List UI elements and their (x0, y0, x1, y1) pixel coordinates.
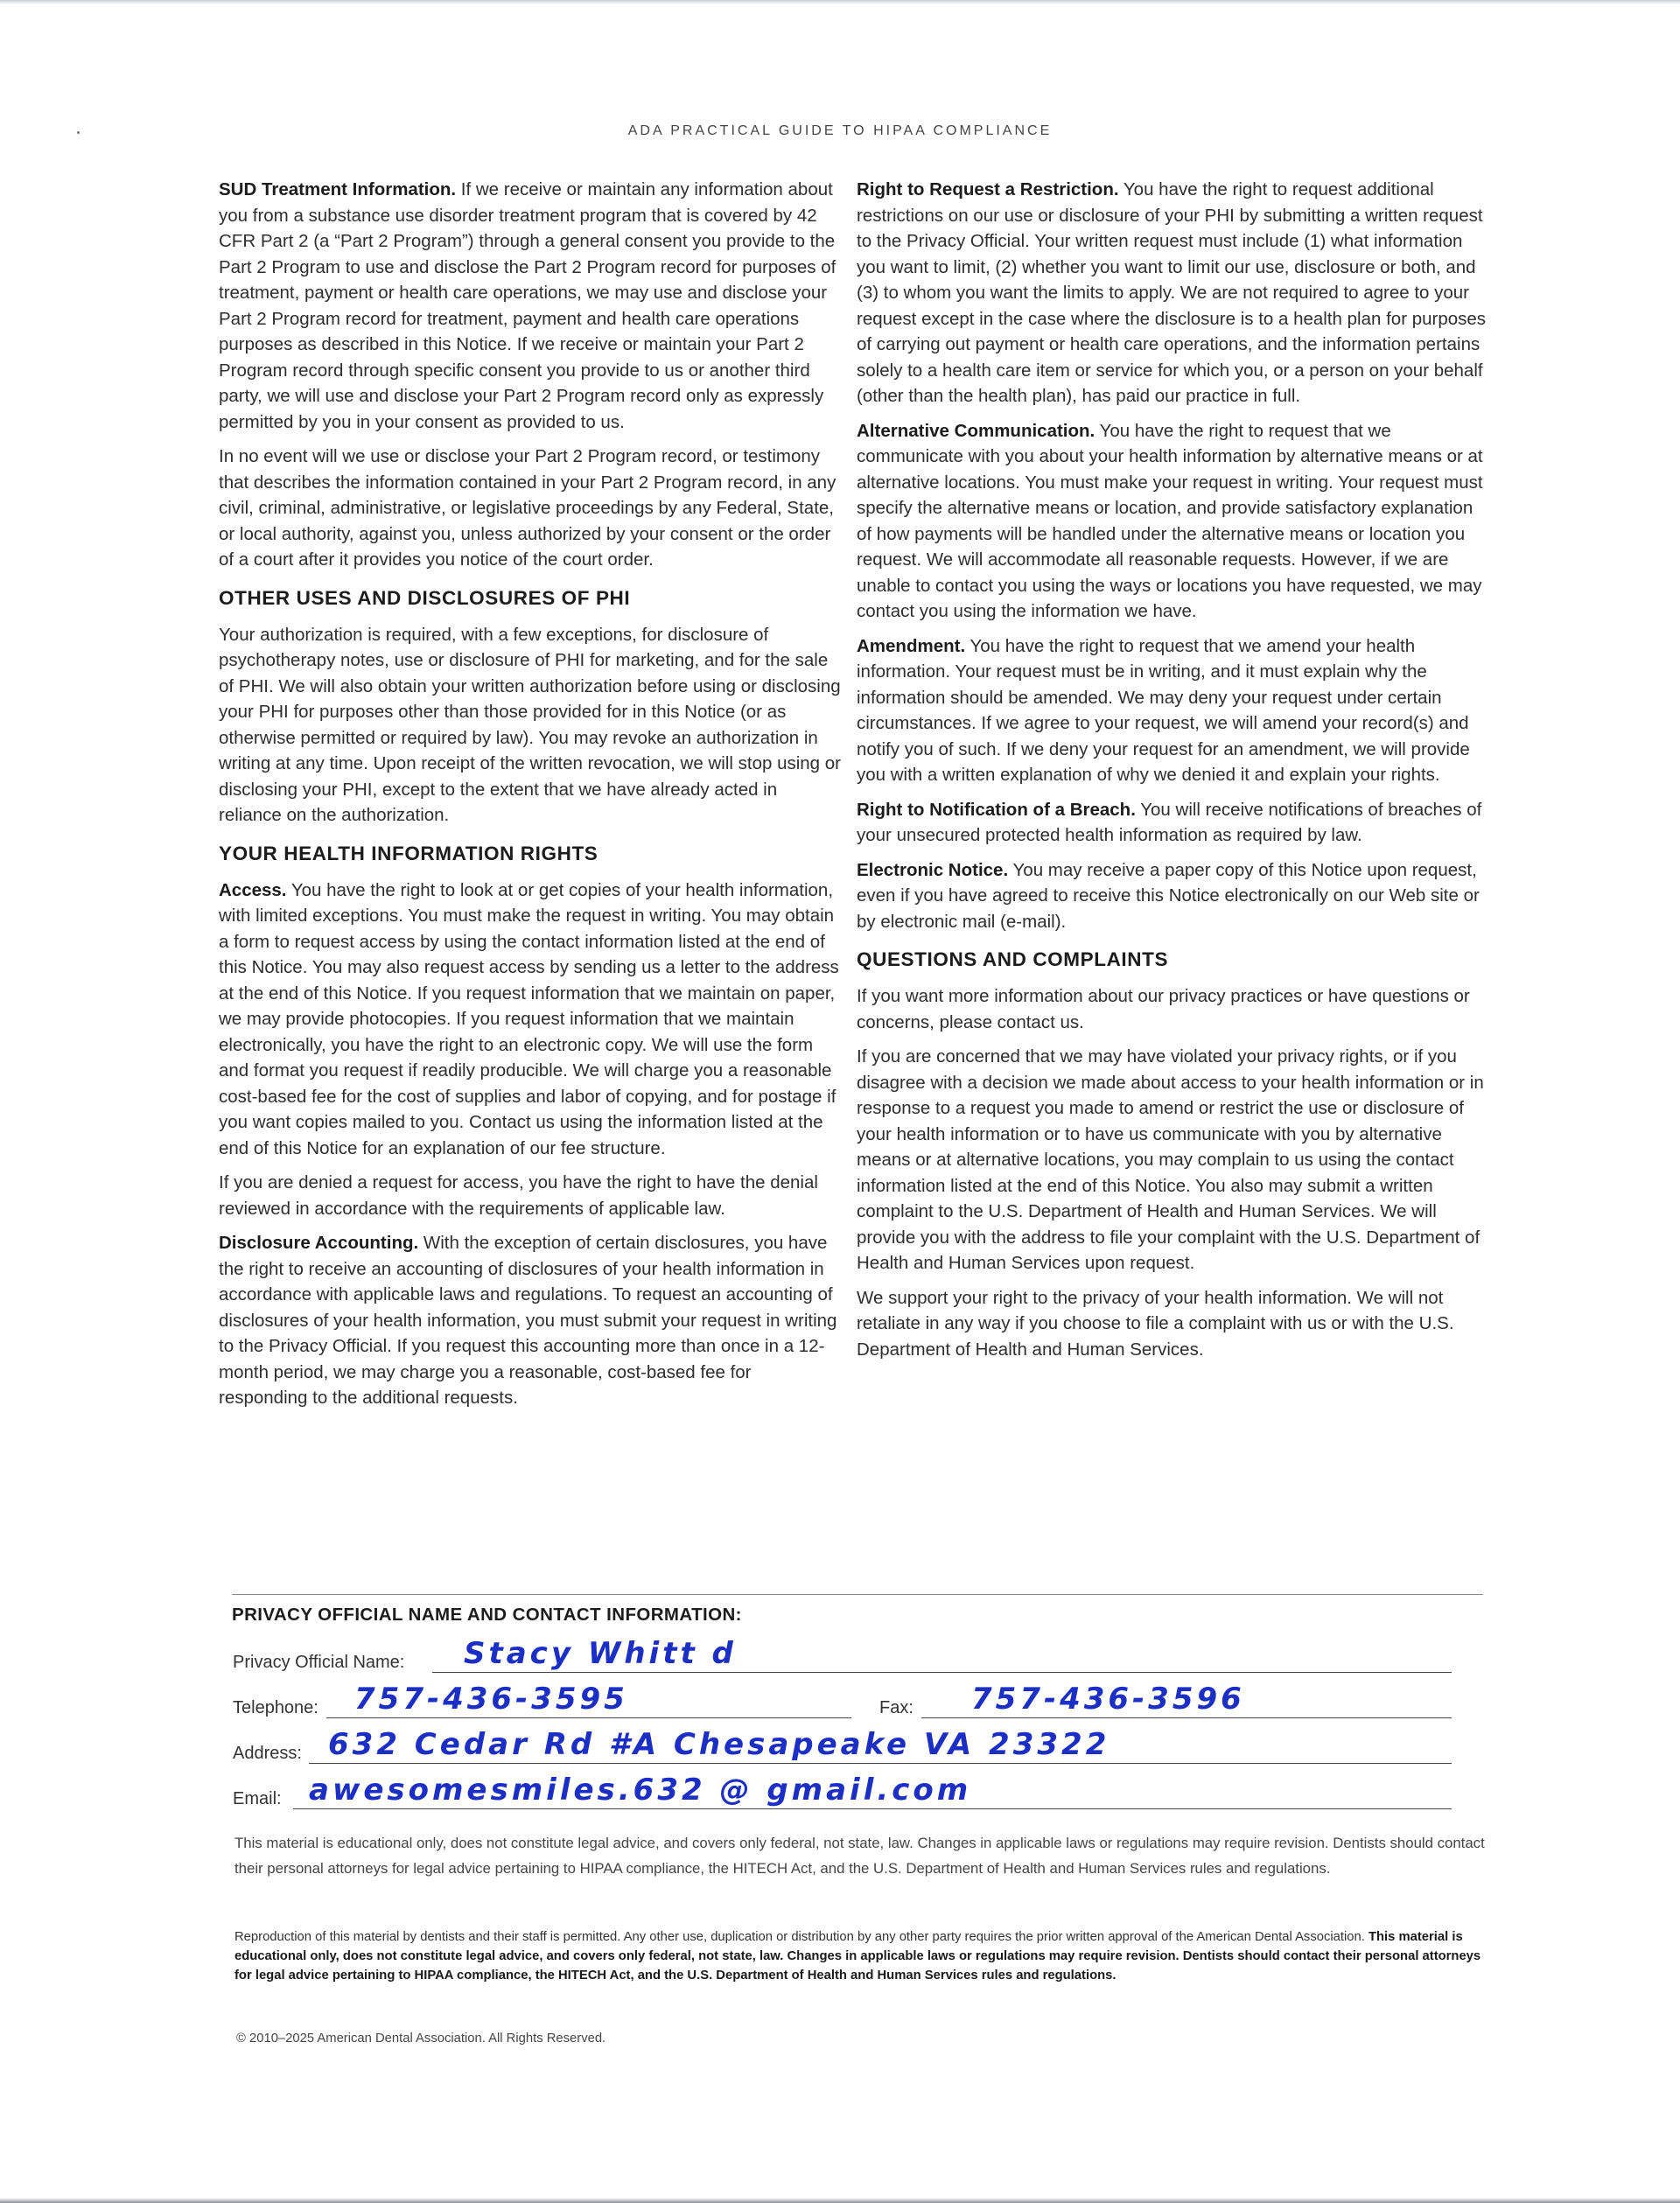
email-line (293, 1808, 1452, 1809)
altcomm-body: You have the right to request that we communicate with you about your health information by alternative means or at alternative locations. You must make your request in writing. Your request must specify the alternative means or location, and provide satisfactory explanation of how payments will be handled under the alternative means or location you request. We will accommodate all reasonable requests. However, if we are unable to contact you using the ways or locations you have requested, we may contact you using the information we have. (857, 420, 1483, 621)
email-label: Email: (233, 1789, 282, 1808)
breach-heading: Right to Notification of a Breach. (857, 799, 1136, 820)
electronic-paragraph (857, 857, 1487, 935)
address-field-row (232, 1727, 1474, 1769)
access-body: You have the right to look at or get copies of your health information, with limited exceptions. You must make the request in writing. You may obtain a form to request access by using the contact information listed at the end of this Notice. You may also request access by sending us a letter to the address at the end of this Notice. If you request information that we maintain on paper, we may provide photocopies. If you request information that we maintain electronically, you have the right to an electronic copy. We will use the form and format you request if readily producible. We will charge you a reasonable cost-based fee for the cost of supplies and labor of copying, and for postage if you want copies mailed to you. Contact us using the information listed at the end of this Notice for an explanation of our fee structure. (219, 879, 839, 1158)
name-line (432, 1672, 1452, 1673)
telephone-line (326, 1717, 851, 1718)
sud-heading: SUD Treatment Information. (219, 179, 457, 199)
amendment-paragraph (857, 633, 1487, 788)
scan-top-edge (0, 0, 1680, 4)
contact-form (232, 1594, 1483, 1808)
address-value[interactable]: 632 Cedar Rd #A Chesapeake VA 23322 (328, 1727, 1110, 1762)
right-column (857, 177, 1487, 1371)
copyright-line: © 2010–2025 American Dental Association. All Rights Reserved. (236, 2032, 606, 2046)
telephone-value[interactable]: 757-436-3595 (354, 1682, 628, 1717)
questions-paragraph-2: If you are concerned that we may have violated your privacy rights, or if you disagree with a decision we made about access to your health information or in response to a request you made to amend or restrict the use or disclosure of your health information or to have us communicate with you by alternative means or at alternative locations, you may complain to us using the contact information listed at the end of this Notice. You also may submit a written complaint to the U.S. Department of Health and Human Services. We will provide you with the address to file your complaint with the U.S. Department of Health and Human Services upon request. (857, 1046, 1484, 1273)
address-line (309, 1763, 1452, 1764)
questions-paragraph-1: If you want more information about our privacy practices or have questions or concerns, please contact us. (857, 986, 1470, 1032)
other-uses-body: Your authorization is required, with a few exceptions, for disclosure of psychotherapy notes, use or disclosure of PHI for marketing, and for the sale of PHI. We will also obtain your written authorization before using or disclosing your PHI for purposes other than those provided for in this Notice (or as otherwise permitted or required by law). You may revoke an authorization in writing at any time. Upon receipt of the written revocation, we will stop using or disclosing your PHI, except to the extent that we have already acted in reliance on the authorization. (219, 624, 841, 825)
altcomm-heading: Alternative Communication. (857, 420, 1096, 441)
telephone-label: Telephone: (233, 1698, 318, 1717)
questions-heading: QUESTIONS AND COMPLAINTS (857, 948, 1169, 970)
denied-paragraph: If you are denied a request for access, you have the right to have the denial reviewed in accordance with the requirements of applicable law. (219, 1172, 818, 1219)
phone-field-row (232, 1682, 1474, 1724)
amendment-heading: Amendment. (857, 635, 966, 656)
email-field-row (232, 1773, 1474, 1815)
electronic-heading: Electronic Notice. (857, 859, 1009, 880)
altcomm-paragraph (857, 418, 1487, 625)
rights-heading: YOUR HEALTH INFORMATION RIGHTS (219, 842, 598, 864)
breach-paragraph (857, 797, 1487, 849)
electronic-body: You may receive a paper copy of this Notice upon request, even if you have agreed to receive this Notice electronically on our Web site or by electronic mail (e-mail). (857, 859, 1480, 932)
questions-paragraph-3: We support your right to the privacy of your health information. We will not retaliate in any way if you choose to file a complaint with us or with the U.S. Department of Health and Human Services. (857, 1287, 1454, 1360)
amendment-body: You have the right to request that we amend your health information. Your request must be in writing, and it must explain why the information should be amended. We may deny your request under certain circumstances. If we agree to your request, we will amend your record(s) and notify you of such. If we deny your request for an amendment, we will provide you with a written explanation of why we denied it and explain your rights. (857, 635, 1470, 785)
reproduction-notice (234, 1927, 1486, 1985)
access-heading: Access. (219, 879, 287, 900)
scan-bottom-edge (0, 2198, 1680, 2203)
restriction-heading: Right to Request a Restriction. (857, 179, 1119, 199)
name-field-row (232, 1636, 1474, 1678)
name-value[interactable]: Stacy Whitt d (464, 1636, 737, 1671)
running-header: ADA PRACTICAL GUIDE TO HIPAA COMPLIANCE (627, 123, 1053, 138)
sud-body: If we receive or maintain any information about you from a substance use disorder treatment program that is covered by 42 CFR Part 2 (a “Part 2 Program”) through a general consent you provide to the Part 2 Program to use and disclose the Part 2 Program record for purposes of treatment, payment or health care operations, we may use and disclose your Part 2 Program record for treatment, payment and health care operations purposes as described in this Notice. If we receive or maintain your Part 2 Program record through specific consent you provide to us or another third party, we will use and disclose your Part 2 Program record only as expressly permitted by you in your consent as provided to us. (219, 179, 836, 432)
reproduction-bold: This material is educational only, does not constitute legal advice, and covers only federal, not state, law. Changes in applicable laws or regulations may require revision. Dentists should contact their personal attorneys for legal advice pertaining to HIPAA compliance, the HITECH Act, and the U.S. Department of Health and Human Services rules and regulations. (234, 1930, 1481, 1983)
restriction-body: You have the right to request additional restrictions on our use or disclosure of your PHI by submitting a written request to the Privacy Official. Your written request must include (1) what information you want to limit, (2) whether you want to limit our use, disclosure or both, and (3) to whom you want the limits to apply. We are not required to agree to your request except in the case where the disclosure is to a health plan for purposes of carrying out payment or health care operations, and the information pertains solely to a health care item or service for which you, or a person on your behalf (other than the health plan), has paid our practice in full. (857, 179, 1487, 406)
disclaimer-text: This material is educational only, does not constitute legal advice, and covers only federal, not state, law. Changes in applicable laws or regulations may require revision. Dentists should contact their personal attorneys for legal advice pertaining to HIPAA compliance, the HITECH Act, and the U.S. Department of Health and Human Services rules and regulations. (234, 1835, 1485, 1877)
sud-paragraph-2: In no event will we use or disclose your Part 2 Program record, or testimony that describes the information contained in your Part 2 Program record, in any civil, criminal, administrative, or legislative proceedings by any Federal, State, or local authority, against you, unless authorized by your consent or the order of a court after it provides you notice of the court order. (219, 446, 836, 570)
accounting-heading: Disclosure Accounting. (219, 1233, 419, 1253)
fax-line (921, 1717, 1452, 1718)
access-paragraph (219, 878, 844, 1162)
contact-heading: PRIVACY OFFICIAL NAME AND CONTACT INFORMATION: (232, 1605, 742, 1625)
email-value[interactable]: awesomesmiles.632 @ gmail.com (309, 1773, 972, 1808)
sud-paragraph (219, 177, 844, 435)
accounting-paragraph (219, 1230, 844, 1411)
accounting-body: With the exception of certain disclosures, you have the right to receive an accounting of disclosures of your health information in accordance with applicable laws and regulations. To request an accounting of disclosures of your health information, you must submit your request in writing to the Privacy Official. If you request this accounting more than once in a 12-month period, we may charge you a reasonable, cost-based fee for responding to the additional requests. (219, 1233, 837, 1408)
left-column (219, 177, 844, 1420)
restriction-paragraph (857, 177, 1487, 409)
address-label: Address: (233, 1744, 302, 1763)
fax-label: Fax: (879, 1698, 914, 1717)
contact-divider (232, 1594, 1483, 1595)
fax-value[interactable]: 757-436-3596 (971, 1682, 1245, 1717)
name-label: Privacy Official Name: (233, 1653, 405, 1672)
breach-body: You will receive notifications of breaches of your unsecured protected health information as required by law. (857, 799, 1482, 845)
reproduction-plain: Reproduction of this material by dentists and their staff is permitted. Any other use, duplication or distribution by any other party requires the prior written approval of the American Dental Association. (234, 1930, 1368, 1944)
other-uses-heading: OTHER USES AND DISCLOSURES OF PHI (219, 586, 631, 609)
